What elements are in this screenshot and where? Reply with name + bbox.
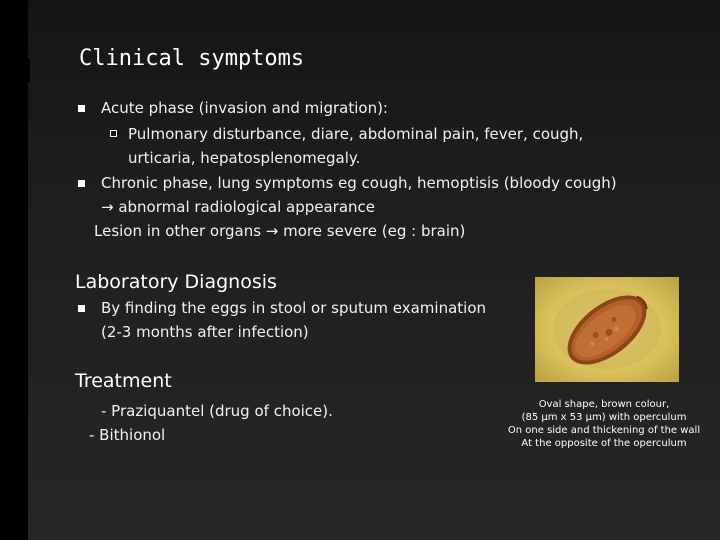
- bullet-chronic-phase-line2: → abnormal radiological appearance: [101, 198, 376, 216]
- slide-title: Clinical symptoms: [79, 46, 305, 71]
- accent-bar-top: [18, 50, 26, 54]
- lab-diagnosis-line2: (2-3 months after infection): [101, 323, 309, 341]
- egg-caption-line1: Oval shape, brown colour,: [538, 399, 670, 410]
- bullet-chronic-phase-line1: Chronic phase, lung symptoms eg cough, hemoptisis (bloody cough): [101, 174, 617, 192]
- treatment-heading: Treatment: [75, 370, 172, 392]
- slide: [28, 0, 720, 540]
- egg-caption-line3: On one side and thickening of the wall: [507, 425, 701, 436]
- treatment-line2: - Bithionol: [89, 426, 166, 444]
- egg-caption-line4: At the opposite of the operculum: [521, 438, 687, 449]
- bullet-marker: [78, 105, 85, 112]
- sub-bullet-acute-symptoms-line1: Pulmonary disturbance, diare, abdominal pain, fever, cough,: [128, 125, 584, 143]
- bullet-chronic-phase-line3: Lesion in other organs → more severe (eg : brain): [94, 222, 466, 240]
- bullet-acute-phase: Acute phase (invasion and migration):: [101, 99, 388, 117]
- lab-diagnosis-line1: By finding the eggs in stool or sputum examination: [101, 299, 487, 317]
- bullet-marker: [78, 180, 85, 187]
- egg-micrograph-image: [535, 277, 679, 382]
- egg-micrograph-drawing: [535, 277, 679, 382]
- sub-bullet-marker: [110, 130, 117, 137]
- treatment-line1: - Praziquantel (drug of choice).: [101, 402, 333, 420]
- sub-bullet-acute-symptoms-line2: urticaria, hepatosplenomegaly.: [128, 149, 361, 167]
- bullet-marker: [78, 305, 85, 312]
- egg-caption-line2: (85 μm x 53 μm) with operculum: [521, 412, 687, 423]
- lab-diagnosis-heading: Laboratory Diagnosis: [75, 271, 277, 293]
- accent-bar-bottom: [18, 58, 30, 82]
- egg-caption: [494, 398, 714, 450]
